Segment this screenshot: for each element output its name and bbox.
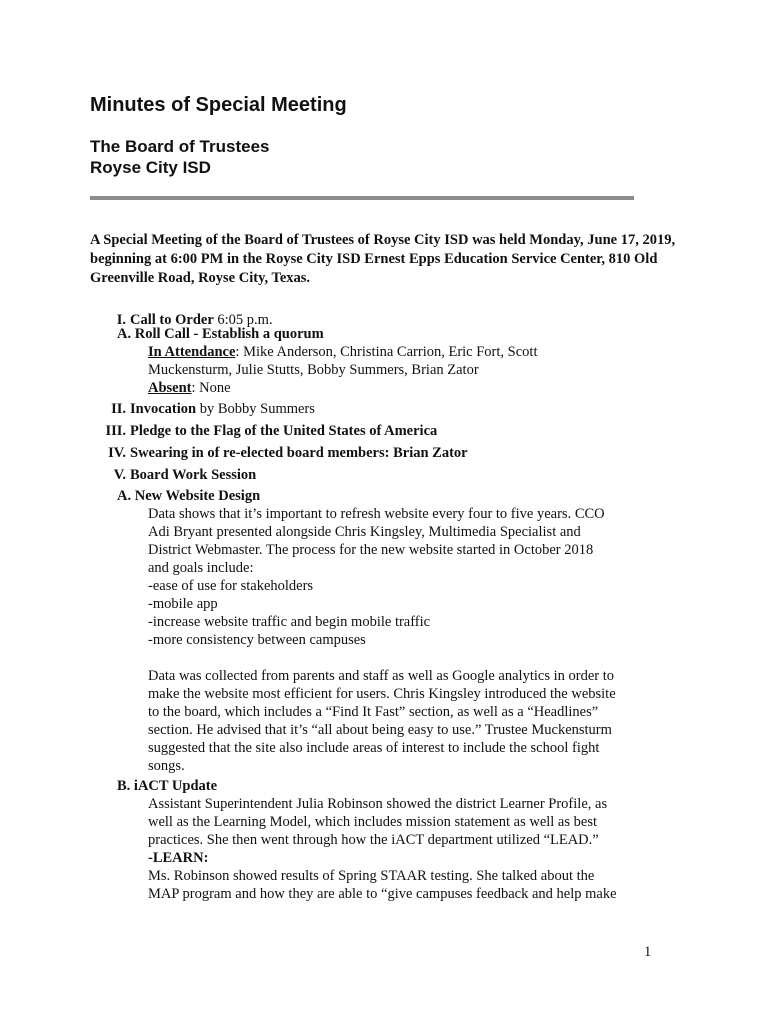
absent-list: : None bbox=[191, 380, 231, 396]
text-line: Assistant Superintendent Julia Robinson showed the district Learner Profile, as bbox=[148, 796, 608, 812]
item-number: V. bbox=[113, 467, 126, 483]
item-number: A. bbox=[117, 326, 132, 342]
absent-label: Absent bbox=[148, 380, 192, 396]
text-line: -increase website traffic and begin mobile traffic bbox=[148, 614, 431, 630]
attendance-list: : Mike Anderson, Christina Carrion, Eric Fort, Scott bbox=[235, 344, 538, 360]
text-line: District Webmaster. The process for the new website started in October 2018 bbox=[148, 542, 594, 558]
item-website-design bbox=[117, 487, 260, 505]
board-subtitle: The Board of Trustees bbox=[90, 137, 270, 156]
item-number: III. bbox=[105, 423, 126, 439]
text-line: practices. She then went through how the iACT department utilized “LEAD.” bbox=[148, 832, 599, 848]
item-text: by Bobby Summers bbox=[196, 401, 315, 417]
text-line: Data was collected from parents and staff as well as Google analytics in order to bbox=[148, 668, 614, 684]
website-design-notes bbox=[148, 505, 616, 775]
page-number: 1 bbox=[644, 944, 652, 960]
item-text: 6:05 p.m. bbox=[213, 312, 273, 328]
item-title: New Website Design bbox=[134, 488, 261, 504]
item-number: II. bbox=[111, 401, 126, 417]
text-line: -ease of use for stakeholders bbox=[148, 578, 314, 594]
text-line: songs. bbox=[148, 758, 185, 774]
item-number: I. bbox=[116, 312, 126, 328]
item-title: Swearing in of re-elected board members: Brian Zator bbox=[130, 445, 468, 461]
item-iact-update bbox=[117, 777, 217, 795]
learn-notes bbox=[148, 867, 617, 903]
item-title: Invocation bbox=[130, 401, 197, 417]
text-line: Adi Bryant presented alongside Chris Kingsley, Multimedia Specialist and bbox=[148, 524, 581, 540]
text-line: to the board, which includes a “Find It Fast” section, as well as a “Headlines” bbox=[148, 704, 599, 720]
iact-notes bbox=[148, 795, 607, 849]
roll-call-details bbox=[148, 343, 537, 397]
page-title: Minutes of Special Meeting bbox=[90, 94, 347, 116]
item-title: Roll Call - Establish a quorum bbox=[134, 326, 324, 342]
text-line: -more consistency between campuses bbox=[148, 632, 366, 648]
text-line: Ms. Robinson showed results of Spring STAAR testing. She talked about the bbox=[148, 868, 595, 884]
attendance-list-cont: Muckensturm, Julie Stutts, Bobby Summers, Brian Zator bbox=[148, 362, 479, 378]
text-line bbox=[148, 649, 616, 667]
item-number: B. bbox=[117, 778, 131, 794]
text-line: section. He advised that it’s “all about being easy to use.” Trustee Muckensturm bbox=[148, 722, 612, 738]
item-number: IV. bbox=[108, 445, 126, 461]
item-number: A. bbox=[117, 488, 132, 504]
district-subtitle: Royse City ISD bbox=[90, 158, 211, 177]
learn-label: -LEARN: bbox=[148, 850, 209, 866]
text-line: MAP program and how they are able to “give campuses feedback and help make bbox=[148, 886, 617, 902]
item-title: Call to Order bbox=[130, 312, 214, 328]
item-roll-call bbox=[117, 325, 324, 343]
intro-paragraph: A Special Meeting of the Board of Trustees of Royse City ISD was held Monday, June 17, 2019, beginning at 6:00 PM in the Royse City ISD Ernest Epps Education Service Center, 810 Old Greenville Road, Royse City, Texas. bbox=[90, 232, 676, 286]
attendance-label: In Attendance bbox=[148, 344, 236, 360]
text-line: -mobile app bbox=[148, 596, 218, 612]
text-line: and goals include: bbox=[148, 560, 254, 576]
text-line: make the website most efficient for users. Chris Kingsley introduced the website bbox=[148, 686, 616, 702]
header-divider bbox=[90, 196, 634, 200]
item-title: Pledge to the Flag of the United States of America bbox=[130, 423, 438, 439]
item-title: iACT Update bbox=[133, 778, 218, 794]
text-line: Data shows that it’s important to refresh website every four to five years. CCO bbox=[148, 506, 605, 522]
text-line: well as the Learning Model, which includes mission statement as well as best bbox=[148, 814, 597, 830]
item-title: Board Work Session bbox=[130, 467, 257, 483]
text-line: suggested that the site also include areas of interest to include the school fight bbox=[148, 740, 600, 756]
